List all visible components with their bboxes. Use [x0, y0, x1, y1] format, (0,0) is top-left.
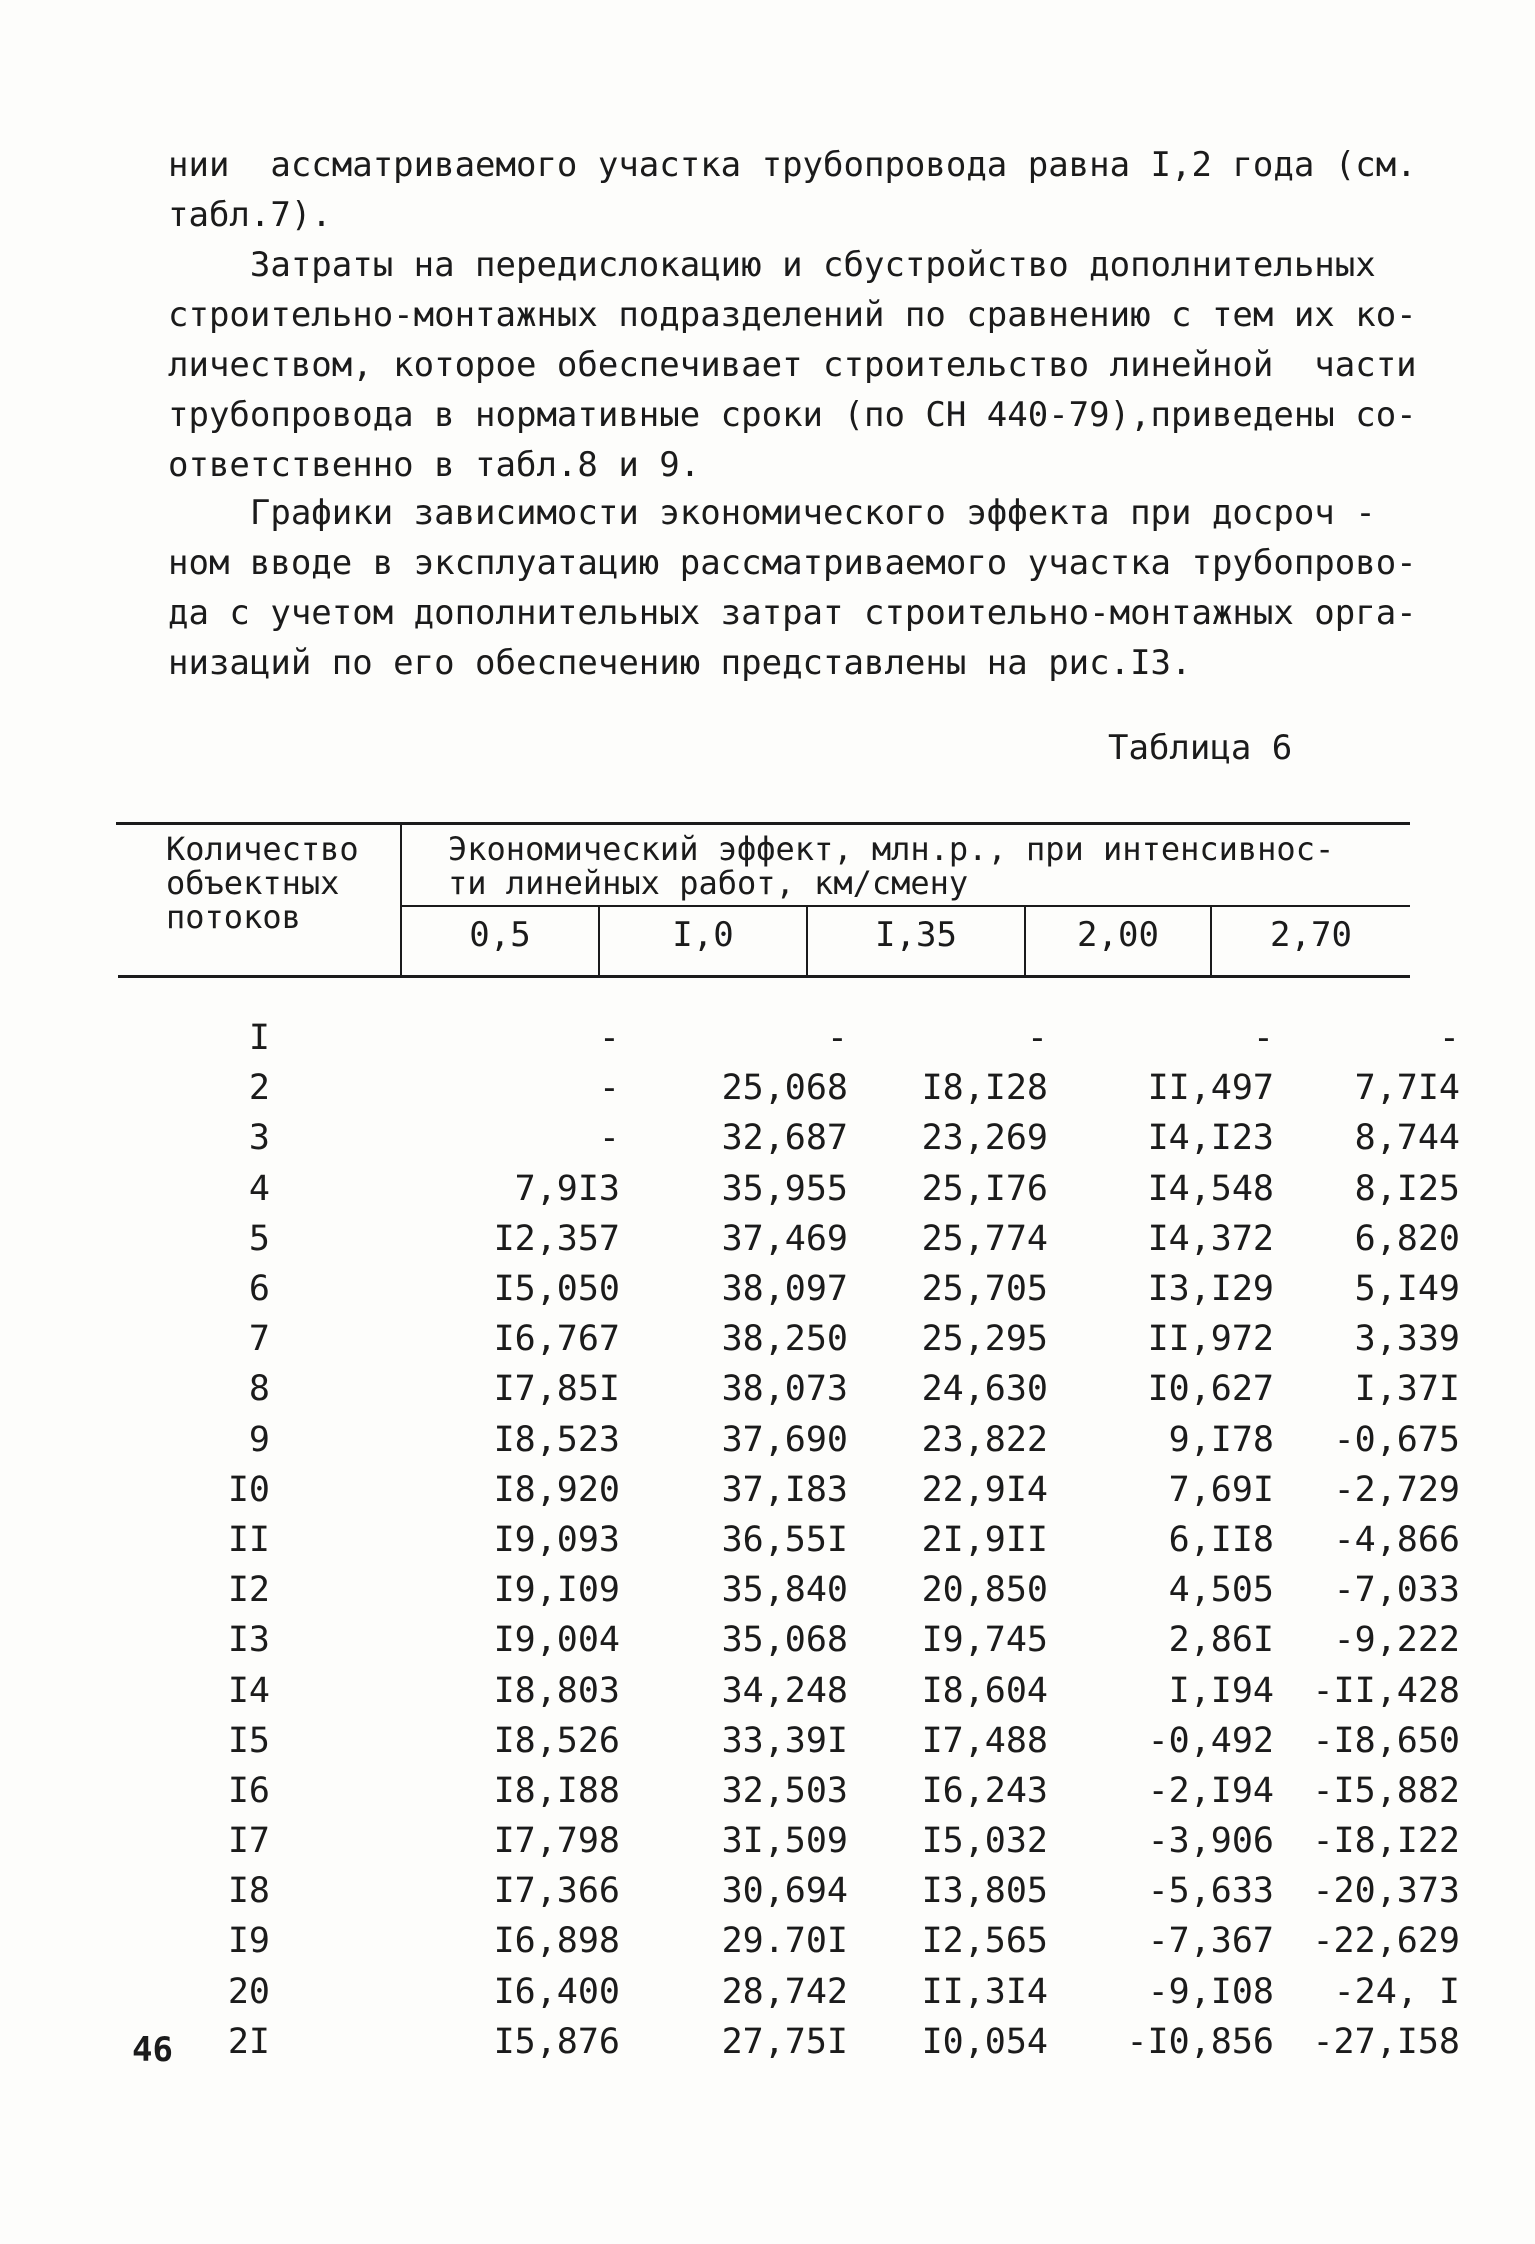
table-cell: -I0,856 — [1126, 2021, 1274, 2062]
row-label: 7 — [248, 1319, 270, 1360]
table-cell: I6,767 — [493, 1319, 620, 1360]
table-cell: I9,745 — [921, 1620, 1048, 1661]
table-cell: I3,I29 — [1147, 1269, 1274, 1310]
table-cell: 25,I76 — [921, 1168, 1048, 1209]
header-bottom-rule — [118, 975, 1410, 978]
text-line: трубопровода в нормативные сроки (по СН 440-79),приведены со- — [168, 395, 1417, 435]
row-label: 2I — [227, 2021, 270, 2062]
table-cell: I9,093 — [493, 1519, 620, 1560]
table-cell: 35,840 — [721, 1570, 848, 1611]
row-label: I4 — [227, 1670, 270, 1711]
table-cell: I4,372 — [1147, 1218, 1274, 1259]
subheader-intensity: 0,5 — [469, 915, 531, 955]
table-cell: I4,548 — [1147, 1168, 1274, 1209]
table-row — [160, 1866, 1460, 1916]
table-cell: I2,565 — [921, 1921, 1048, 1962]
table-cell: 7,69I — [1168, 1469, 1274, 1510]
table-cell: I3,805 — [921, 1871, 1048, 1912]
text-line: нии ассматриваемого участка трубопровода равна I,2 года (см. — [168, 145, 1417, 185]
table-cell: -3,906 — [1147, 1821, 1274, 1862]
table-cell: 34,248 — [721, 1670, 848, 1711]
table-cell: I8,604 — [921, 1670, 1048, 1711]
table-cell: 24,630 — [921, 1369, 1048, 1410]
table-cell: II,497 — [1147, 1068, 1274, 1109]
text-line: личеством, которое обеспечивает строительство линейной части — [168, 345, 1417, 385]
table-cell: I7,85I — [493, 1369, 620, 1410]
table-row — [160, 1465, 1460, 1515]
subheader-intensity: I,0 — [672, 915, 734, 955]
table-cell: 35,068 — [721, 1620, 848, 1661]
table-row — [160, 1967, 1460, 2017]
table-cell: 37,469 — [721, 1218, 848, 1259]
table-cell: - — [598, 1118, 620, 1159]
row-label: I6 — [227, 1770, 270, 1811]
table-cell: - — [598, 1068, 620, 1109]
table-cell: -I8,650 — [1312, 1720, 1460, 1761]
table-cell: I2,357 — [493, 1218, 620, 1259]
table-cell: -22,629 — [1312, 1921, 1460, 1962]
row-label: I7 — [227, 1821, 270, 1862]
table-cell: 23,822 — [921, 1419, 1048, 1460]
paragraph-3 — [168, 488, 1417, 688]
row-label: 3 — [248, 1118, 270, 1159]
table-cell: 9,I78 — [1168, 1419, 1274, 1460]
table-row — [160, 1716, 1460, 1766]
text-line: Графики зависимости экономического эффекта при досроч - — [168, 493, 1376, 533]
row-label: I — [248, 1018, 270, 1059]
table-cell: 7,9I3 — [514, 1168, 620, 1209]
table-cell: 32,503 — [721, 1770, 848, 1811]
table-cell: II,972 — [1147, 1319, 1274, 1360]
paragraph-2 — [168, 240, 1417, 490]
table-cell: 27,75I — [721, 2021, 848, 2062]
table-cell: 6,820 — [1354, 1218, 1460, 1259]
table-cell: I7,366 — [493, 1871, 620, 1912]
table-cell: - — [598, 1018, 620, 1059]
table-cell: I0,627 — [1147, 1369, 1274, 1410]
table-cell: -9,I08 — [1147, 1971, 1274, 2012]
table-row — [160, 1364, 1460, 1414]
table-cell: 37,690 — [721, 1419, 848, 1460]
table-cell: I5,876 — [493, 2021, 620, 2062]
table-cell: I,37I — [1354, 1369, 1460, 1410]
table-cell: - — [1026, 1018, 1048, 1059]
row-label: I9 — [227, 1921, 270, 1962]
header-line: Количество — [166, 830, 359, 868]
table-cell: I7,488 — [921, 1720, 1048, 1761]
row-label: I2 — [227, 1570, 270, 1611]
table-cell: I8,I88 — [493, 1770, 620, 1811]
table-cell: 2I,9II — [921, 1519, 1048, 1560]
table-row — [160, 1113, 1460, 1163]
table-cell: I,I94 — [1168, 1670, 1274, 1711]
table-cell: II,3I4 — [921, 1971, 1048, 2012]
table-cell: I8,920 — [493, 1469, 620, 1510]
header-economic-effect — [448, 832, 1334, 900]
table-cell: I8,803 — [493, 1670, 620, 1711]
row-label: 6 — [248, 1269, 270, 1310]
row-label: 2 — [248, 1068, 270, 1109]
table-cell: 32,687 — [721, 1118, 848, 1159]
table-cell: 38,097 — [721, 1269, 848, 1310]
table-cell: -I5,882 — [1312, 1770, 1460, 1811]
row-label: 5 — [248, 1218, 270, 1259]
table-cell: 25,068 — [721, 1068, 848, 1109]
subheader-intensity: I,35 — [875, 915, 957, 955]
table-cell: -20,373 — [1312, 1871, 1460, 1912]
table-row — [160, 1515, 1460, 1565]
table-cell: 25,295 — [921, 1319, 1048, 1360]
table-cell: 37,I83 — [721, 1469, 848, 1510]
table-cell: 3,339 — [1354, 1319, 1460, 1360]
table-cell: -2,729 — [1333, 1469, 1460, 1510]
row-label: 4 — [248, 1168, 270, 1209]
table-cell: I6,898 — [493, 1921, 620, 1962]
table-cell: 3I,509 — [721, 1821, 848, 1862]
header-count-streams — [166, 832, 359, 934]
table-cell: - — [826, 1018, 848, 1059]
table-row — [160, 2017, 1460, 2067]
table-row — [160, 1565, 1460, 1615]
row-label: I0 — [227, 1469, 270, 1510]
table-cell: 33,39I — [721, 1720, 848, 1761]
row-label: 8 — [248, 1369, 270, 1410]
table-caption: Таблица 6 — [1108, 728, 1293, 768]
paragraph-1 — [168, 140, 1417, 240]
text-line: Затраты на передислокацию и сбустройство дополнительных — [168, 245, 1376, 285]
table-cell: 2,86I — [1168, 1620, 1274, 1661]
table-cell: -24, I — [1333, 1971, 1460, 2012]
table-cell: 6,II8 — [1168, 1519, 1274, 1560]
table-cell: 25,705 — [921, 1269, 1048, 1310]
table-cell: -27,I58 — [1312, 2021, 1460, 2062]
table-row — [160, 1013, 1460, 1063]
table-body — [160, 1013, 1460, 2067]
table-cell: -5,633 — [1147, 1871, 1274, 1912]
row-label: I8 — [227, 1871, 270, 1912]
table-cell: -II,428 — [1312, 1670, 1460, 1711]
table-cell: - — [1438, 1018, 1460, 1059]
row-label: 9 — [248, 1419, 270, 1460]
table-cell: I9,I09 — [493, 1570, 620, 1611]
table-cell: -4,866 — [1333, 1519, 1460, 1560]
table-cell: 36,55I — [721, 1519, 848, 1560]
table-cell: 8,I25 — [1354, 1168, 1460, 1209]
table-cell: 7,7I4 — [1354, 1068, 1460, 1109]
table-cell: I8,I28 — [921, 1068, 1048, 1109]
table-cell: 5,I49 — [1354, 1269, 1460, 1310]
table-cell: I7,798 — [493, 1821, 620, 1862]
table-cell: I6,243 — [921, 1770, 1048, 1811]
table-row — [160, 1314, 1460, 1364]
table-cell: -7,033 — [1333, 1570, 1460, 1611]
text-line: низаций по его обеспечению представлены на рис.I3. — [168, 643, 1192, 683]
table-cell: 35,955 — [721, 1168, 848, 1209]
row-label: 20 — [227, 1971, 270, 2012]
subheader-intensity: 2,70 — [1270, 915, 1352, 955]
text-line: строительно-монтажных подразделений по сравнению с тем их ко- — [168, 295, 1417, 335]
header-line: Экономический эффект, млн.р., при интенсивнос- — [448, 830, 1335, 868]
table-row — [160, 1264, 1460, 1314]
table-cell: 4,505 — [1168, 1570, 1274, 1611]
data-table — [160, 1013, 1460, 2067]
header-line: объектных — [166, 864, 340, 902]
table-cell: - — [1252, 1018, 1274, 1059]
table-cell: 29.70I — [721, 1921, 848, 1962]
table-cell: I5,050 — [493, 1269, 620, 1310]
table-cell: I4,I23 — [1147, 1118, 1274, 1159]
table-cell: 8,744 — [1354, 1118, 1460, 1159]
table-cell: 30,694 — [721, 1871, 848, 1912]
header-line: ти линейных работ, км/смену — [448, 864, 969, 902]
table-cell: -I8,I22 — [1312, 1821, 1460, 1862]
table-row — [160, 1916, 1460, 1966]
row-label: I3 — [227, 1620, 270, 1661]
table-top-rule — [116, 822, 1410, 825]
text-line: да с учетом дополнительных затрат строительно-монтажных орга- — [168, 593, 1417, 633]
row-label: II — [227, 1519, 270, 1560]
table-cell: 38,250 — [721, 1319, 848, 1360]
table-cell: I9,004 — [493, 1620, 620, 1661]
table-cell: 23,269 — [921, 1118, 1048, 1159]
table-cell: -9,222 — [1333, 1620, 1460, 1661]
table-row — [160, 1665, 1460, 1715]
text-line: ответственно в табл.8 и 9. — [168, 445, 701, 485]
table-cell: I6,400 — [493, 1971, 620, 2012]
table-cell: 22,9I4 — [921, 1469, 1048, 1510]
row-label: I5 — [227, 1720, 270, 1761]
table-cell: I0,054 — [921, 2021, 1048, 2062]
table-row — [160, 1615, 1460, 1665]
table-cell: I5,032 — [921, 1821, 1048, 1862]
header-line: потоков — [166, 898, 301, 936]
page-number: 46 — [132, 2030, 173, 2070]
table-row — [160, 1766, 1460, 1816]
table-cell: 25,774 — [921, 1218, 1048, 1259]
table-cell: I8,523 — [493, 1419, 620, 1460]
table-row — [160, 1214, 1460, 1264]
table-cell: -0,675 — [1333, 1419, 1460, 1460]
table-row — [160, 1164, 1460, 1214]
text-line: табл.7). — [168, 195, 332, 235]
table-cell: -2,I94 — [1147, 1770, 1274, 1811]
table-cell: I8,526 — [493, 1720, 620, 1761]
table-cell: 28,742 — [721, 1971, 848, 2012]
table-row — [160, 1816, 1460, 1866]
table-cell: 20,850 — [921, 1570, 1048, 1611]
table-row — [160, 1415, 1460, 1465]
table-row — [160, 1063, 1460, 1113]
table-cell: -7,367 — [1147, 1921, 1274, 1962]
text-line: ном вводе в эксплуатацию рассматриваемого участка трубопрово- — [168, 543, 1417, 583]
table-cell: 38,073 — [721, 1369, 848, 1410]
subheader-intensity: 2,00 — [1077, 915, 1159, 955]
subheader-rule — [400, 905, 1410, 907]
table-cell: -0,492 — [1147, 1720, 1274, 1761]
